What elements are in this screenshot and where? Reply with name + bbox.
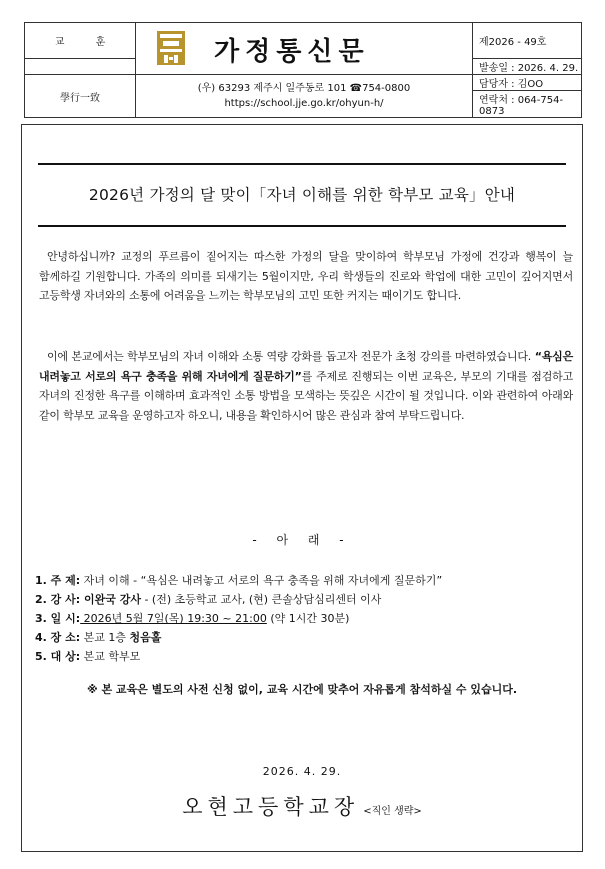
detail-value: 본교 학부모 (80, 650, 141, 663)
detail-datetime-value: 2026년 5월 7일(목) 19:30 ~ 21:00 (80, 612, 267, 625)
venue-name: 청음홀 (129, 631, 162, 644)
headline: 2026년 가정의 달 맞이「자녀 이해를 위한 학부모 교육」안내 (88, 186, 516, 204)
person-in-charge: 담당자 : 김OO (473, 75, 582, 91)
letter-header (24, 22, 582, 117)
paper-title: 가정통신문 (214, 37, 370, 67)
detail-label: 5. 대 상: (35, 650, 81, 663)
letter-body (21, 124, 583, 852)
issue-date: 발송일 : 2026. 4. 29. (473, 59, 582, 75)
contact: 연락처 : 064-754-0873 (473, 91, 582, 118)
paragraph-intro-pre: 이에 본교에서는 학부모님의 자녀 이해와 소통 역량 강화를 돕고자 전문가 초청 강의를 마련하였습니다. (47, 350, 535, 363)
detail-audience (35, 647, 575, 666)
detail-lecturer (35, 590, 575, 609)
paragraph-intro (39, 347, 573, 425)
detail-place (35, 628, 575, 647)
detail-label: 4. 장 소: (35, 631, 81, 644)
detail-value: - (전) 초등학교 교사, (현) 큰솔상담심리센터 이사 (140, 593, 382, 606)
detail-value: 자녀 이해 - “욕심은 내려놓고 서로의 욕구 충족을 위해 자녀에게 질문하기” (80, 574, 443, 587)
seal-note: <직인 생략> (363, 806, 422, 817)
details-heading: - 아 래 - (252, 533, 352, 547)
detail-label: 2. 강 사: (35, 593, 81, 606)
details-list (35, 571, 575, 666)
motto-spacer (25, 59, 136, 75)
signature-block (22, 791, 582, 821)
headline-box (38, 163, 566, 227)
paragraph-greeting: 안녕하십니까? 교정의 푸르름이 짙어지는 따스한 가정의 달을 맞이하여 학부모님 가정에 건강과 행복이 늘 함께하길 기원합니다. 가족의 의미를 되새기는 5월이지만, 우리 학생들의 진로와 학업에 대한 고민이 깊어지면서 고등학생 자녀와의 소통에 어려움을 느끼는 학부모님의 고민 또한 커지는 때이기도 합니다. (39, 250, 573, 302)
detail-label: 3. 일 시: (35, 612, 81, 625)
topic-quote: “욕심은 내려놓고 서로의 욕구 충족을 위해 자녀에게 질문하기” (39, 350, 573, 383)
issue-date-footer: 2026. 4. 29. (262, 765, 342, 778)
detail-datetime (35, 609, 575, 628)
lecturer-name: 이완국 강사 (80, 593, 141, 606)
attendance-notice: ※ 본 교육은 별도의 사전 신청 없이, 교육 시간에 맞추어 자유롭게 참석하실 수 있습니다. (86, 683, 518, 696)
address: (우) 63293 제주시 일주동로 101 ☎754-0800 (197, 83, 411, 94)
principal-title: 오현고등학교장 (182, 795, 360, 819)
title-cell (136, 23, 473, 75)
detail-value: (약 1시간 30분) (266, 612, 350, 625)
motto-label: 교 훈 (25, 23, 136, 59)
address-cell (136, 75, 473, 118)
school-url[interactable]: https://school.jje.go.kr/ohyun-h/ (224, 98, 384, 109)
detail-topic (35, 571, 575, 590)
detail-label: 1. 주 제: (35, 574, 81, 587)
detail-value: 본교 1층 (80, 631, 130, 644)
school-emblem-icon (154, 29, 188, 67)
paragraph-intro-post: 를 주제로 진행되는 이번 교육은, 부모의 기대를 점검하고 자녀의 진정한 욕구를 이해하며 효과적인 소통 방법을 모색하는 뜻깊은 시간이 될 것입니다. 이와 관련하여 아래와 같이 학부모 교육을 운영하고자 하오니, 내용을 확인하시어 많은 관심과 참여 부탁드립니다. (39, 369, 574, 422)
issue-number: 제2026 - 49호 (473, 23, 582, 59)
motto: 學行一致 (25, 75, 136, 118)
